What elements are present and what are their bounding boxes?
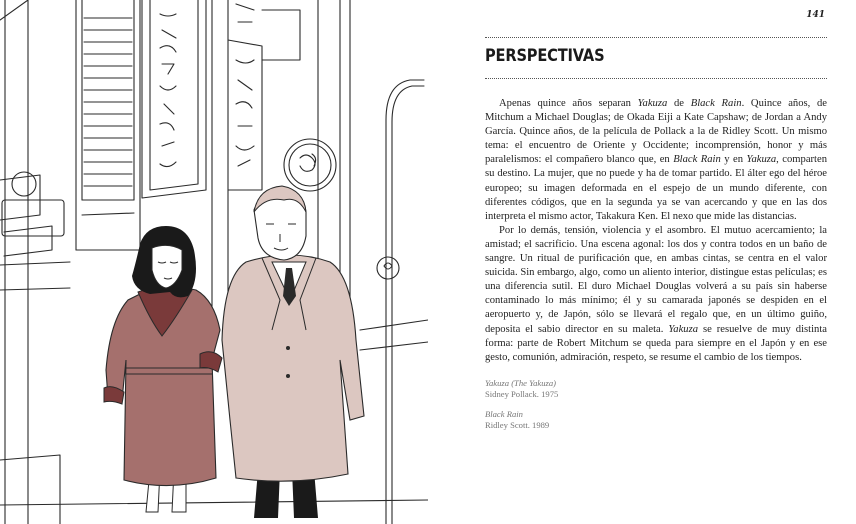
text-run: , comparten su destino. La mujer, que no puede y ha de tomar partido. El álter ego del héroe europeo; su imagen deformada en el espejo de un mundo diferente, con diferentes códigos, que en la segunda ya se van acercando y que en las dos interpreta el mismo actor, Takakura Ken. El nexo que mide las distancias. — [485, 154, 827, 222]
credit-title: Yakuza (The Yakuza) — [485, 378, 556, 388]
film-credits — [485, 378, 685, 440]
body-paragraph — [485, 224, 827, 365]
bottom-dotted-rule — [485, 78, 827, 79]
top-dotted-rule — [485, 37, 827, 38]
film-title-italic: Yakuza — [637, 98, 668, 109]
text-run: se resuelve de muy distinta forma: parte de Robert Mitchum se queda para siempre en el Japón y en ese gesto, comunión, admiración, respeto, se resume el cambio de los tiempos. — [485, 323, 827, 363]
film-credit — [485, 378, 685, 399]
film-credit — [485, 409, 685, 430]
credit-title: Black Rain — [485, 409, 523, 419]
credit-detail: Ridley Scott. 1989 — [485, 419, 550, 430]
text-page — [428, 0, 856, 524]
film-title-italic: Yakuza — [746, 154, 777, 166]
section-title: PERSPECTIVAS — [485, 46, 605, 66]
film-title-italic: Yakuza — [668, 323, 698, 335]
body-paragraph — [485, 97, 827, 224]
page-number: 141 — [806, 10, 825, 20]
text-run: . Quince años, de Mitchum a Michael Douglas; de Okada Eiji a Kate Capshaw; de Jordan a Andy García. Quince años, de la película de Pollack a la de Ridley Scott. Un mismo tema: el encuentro de Oriente y Occidente; incomprensión, honor y más paralelismos: el compañero blanco que, en — [485, 98, 828, 166]
text-run: Por lo demás, tensión, violencia y el asombro. El mutuo acercamiento; la amistad; el sacrificio. Una escena agonal: los dos y contra todos en un baño de sangre. Un ritual de purificación que, en ambas cintas, se centra en el valor suicida. Sin embargo, algo, como un aliento interior, distingue estas películas; es una diferencia sutil. El duro Michael Douglas volverá a su país sin haberse contaminado lo más mínimo; él y su camarada japonés se despiden en el aeropuerto y, de Japón, sólo se llevará el regalo que, en un último guiño, deposita el sabio director en su maleta. — [485, 224, 827, 335]
film-title-italic: Black Rain — [690, 98, 742, 109]
text-run: de — [667, 98, 691, 109]
text-run: y en — [720, 154, 747, 166]
body-text — [485, 97, 827, 365]
film-title-italic: Black Rain — [673, 154, 721, 166]
text-run: Apenas quince años separan — [499, 98, 638, 109]
credit-detail: Sidney Pollack. 1975 — [485, 388, 559, 399]
